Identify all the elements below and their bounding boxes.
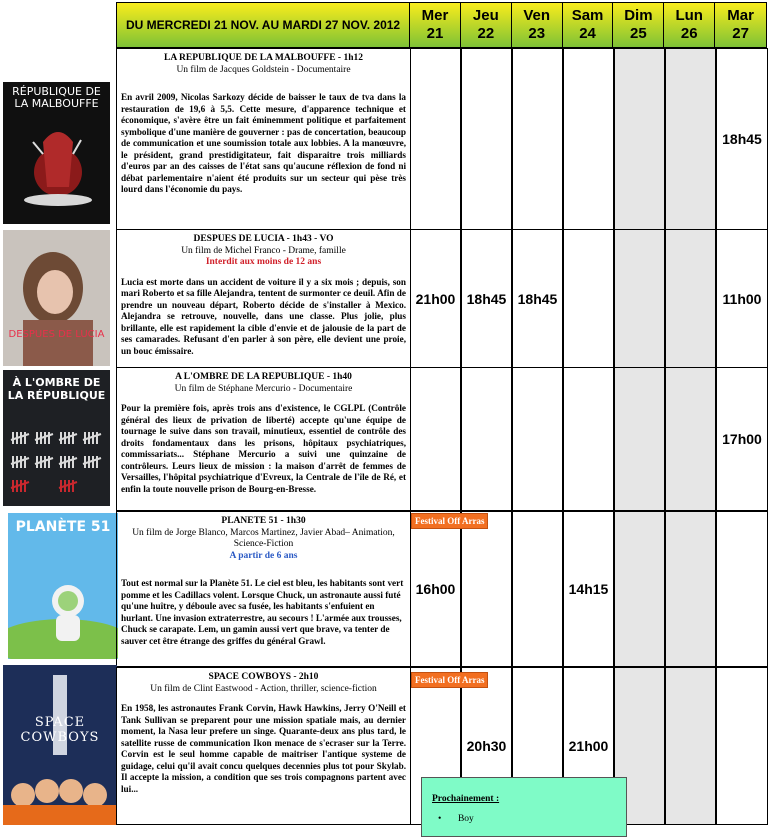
poster-space-cowboys [3, 665, 117, 825]
poster-title: À L'OMBRE DE LA RÉPUBLIQUE [7, 376, 106, 402]
day-name: Sam [571, 7, 604, 24]
showtime-cell [461, 511, 512, 667]
poster-ombre-republique [3, 370, 110, 506]
day-name: Lun [675, 7, 703, 24]
day-name: Mer [421, 7, 449, 24]
film-subtitle: Un film de Jorge Blanco, Marcos Martinez, Javier Abad– Animation, Science-Fiction [132, 527, 395, 549]
film-synopsis: Lucia est morte dans un accident de voiture il y a six mois ; depuis, son mari Roberto et sa fille Alejandra, tentent de surmonter ce deuil. Afin de prendre un nouveau départ, Roberto décide de s'installer à Mexico. Alejandra se retrouve, nouvelle, dans une classe. Plus jolie, plus brillante, elle est rapidement la cible d'envie et de jalousie de la part de ses camarades. Refusant d'en parler à son père, elle devient une proie, un bouc émissaire. [121, 276, 406, 356]
film-synopsis: En 1958, les astronautes Frank Corvin, Hawk Hawkins, Jerry O'Neill et Tank Sullivan se preparent pour une mission spatiale mais, au dernier moment, la Nasa leur prefere un singe. Quarante-deux ans plus tard, le satellite russe de communication Ikon menace de s'ecraser sur la Terre. Corvin est le seul homme capable de maitriser l'antique systeme de guidage, celui qu'il avait concu quelques decennies plus tot pour Skylab. Il accepte la mission, a condition que ses trois compagnons partent avec lui... [121, 703, 406, 794]
film-card-space-cowboys [116, 667, 411, 825]
showtime-cell [563, 48, 614, 230]
showtime-cell [614, 229, 665, 368]
day-tue [715, 3, 766, 47]
showtime-cell [410, 48, 461, 230]
film-card-malbouffe [116, 48, 411, 230]
showtime-cell: 16h00 [410, 511, 461, 667]
festival-badge: Festival Off Arras [411, 672, 488, 688]
film-synopsis: Pour la première fois, après trois ans d'existence, le CGLPL (Contrôle général des lieux de privation de liberté) accepte qu'une équipe de tournage le suive dans son travail, minutieux, essentiel de contrôle des droits fondamentaux dans les prisons, hôpitaux psychiatriques, commissariats... Stéphane Mercurio a suivi une quinzaine de contrôleurs. Leurs lieux de mission : la maison d'arrêt de femmes de Versailles, l'hôpital psychiatrique d'Evreux, la Centrale de l'île de Ré, et enfin la toute nouvelle prison de Bourg-en-Bresse. [121, 403, 406, 494]
showtime-cell: 21h00 [410, 229, 461, 368]
day-number: 26 [680, 25, 698, 42]
showtime-cell: 18h45 [512, 229, 563, 368]
film-subtitle: Un film de Stéphane Mercurio - Documentaire [174, 383, 353, 394]
showtime-cell [716, 667, 768, 825]
day-number: 27 [732, 25, 749, 42]
showtime-cell: 11h00 [716, 229, 768, 368]
showtime-cell [512, 511, 563, 667]
showtime-cell [461, 48, 512, 230]
showtime-cell: 20h30 [461, 667, 512, 825]
showtime-cell: 17h00 [716, 367, 768, 511]
day-sat [563, 3, 614, 47]
day-number: 24 [579, 25, 596, 42]
film-subtitle: Un film de Michel Franco - Drame, famille [181, 245, 346, 256]
showtime-cell [614, 511, 665, 667]
day-name: Ven [523, 7, 551, 24]
day-name: Dim [624, 7, 653, 24]
day-sun [613, 3, 664, 47]
poster-title: SPACE COWBOYS [20, 715, 100, 745]
prochainement-title: Boy [457, 814, 474, 824]
showtime-cell: 18h45 [461, 229, 512, 368]
film-subtitle: Un film de Jacques Goldstein - Documentaire [176, 64, 351, 75]
poster-despues-de-lucia [3, 230, 110, 366]
prochainement-label: Prochainement : [432, 794, 500, 804]
film-card-despues-de-lucia [116, 229, 411, 368]
showtime-cell [512, 367, 563, 511]
poster-malbouffe [3, 82, 110, 224]
showtime-cell [614, 367, 665, 511]
day-number: 23 [528, 25, 546, 42]
poster-art [3, 665, 117, 825]
poster-title: PLANÈTE 51 [15, 519, 111, 535]
festival-badge: Festival Off Arras [411, 513, 488, 529]
day-number: 25 [630, 25, 647, 42]
film-card-planete-51 [116, 511, 411, 667]
film-title: PLANETE 51 - 1h30 [221, 516, 306, 526]
showtime-cell [665, 511, 716, 667]
day-number: 21 [426, 25, 444, 42]
showtime-cell [461, 367, 512, 511]
day-thu [461, 3, 512, 47]
film-title: A L'OMBRE DE LA REPUBLIQUE - 1h40 [175, 372, 352, 382]
period-title: DU MERCREDI 21 NOV. AU MARDI 27 NOV. 2012 [117, 3, 410, 47]
showtime-cell [665, 367, 716, 511]
poster-title: DESPUES DE LUCIA [8, 329, 105, 340]
prochainement-item: • Boy [438, 814, 474, 824]
film-card-ombre-republique [116, 367, 411, 511]
film-title: LA REPUBLIQUE DE LA MALBOUFFE - 1h12 [164, 53, 363, 63]
film-title: SPACE COWBOYS - 2h10 [208, 672, 319, 682]
day-number: 22 [477, 25, 495, 42]
day-name: Jeu [472, 7, 499, 24]
showtime-cell: 18h45 [716, 48, 768, 230]
showtime-cell [563, 229, 614, 368]
showtime-cell [410, 367, 461, 511]
showtime-cell [563, 367, 614, 511]
showtime-cell: 14h15 [563, 511, 614, 667]
poster-title: RÉPUBLIQUE DE LA MALBOUFFE [12, 85, 101, 110]
showtime-cell [716, 511, 768, 667]
poster-art [3, 230, 110, 366]
showtime-cell [665, 48, 716, 230]
showtime-cell [665, 229, 716, 368]
film-synopsis: Tout est normal sur la Planète 51. Le ciel est bleu, les habitants sont vert pomme et les Cadillacs volent. Lorsque Chuck, un astronaute aussi futé qu'une huître, y déboule avec sa fusée, les habitants s'enfuient en hurlant. Une invasion extraterrestre, au secours ! L'armée aux trousses, Chuck se carapate. Lem, un gamin aussi vert que brave, va tenter de sauver cet être étrange des griffes du général Grawl. [121, 578, 404, 646]
prochainement-box [421, 777, 627, 837]
day-fri [512, 3, 563, 47]
showtime-cell [512, 48, 563, 230]
day-name: Mar [727, 7, 754, 24]
showtime-cell [665, 667, 716, 825]
showtime-cell [614, 48, 665, 230]
poster-planete-51 [8, 513, 118, 659]
day-mon [664, 3, 715, 47]
age-recommendation: A partir de 6 ans [229, 550, 298, 561]
day-wed [410, 3, 461, 47]
film-subtitle: Un film de Clint Eastwood - Action, thriller, science-fiction [150, 683, 377, 694]
film-synopsis: En avril 2009, Nicolas Sarkozy décide de baisser le taux de tva dans la restauration de 19,6 à 5,5. Cette mesure, d'apparence technique et économique, s'avère être un fait éminemment politique et parfaitement symbolique d'une manière de gouverner : pas de concertation, beaucoup de communication et une soumission totale aux lobbies. A la manœuvre, le président, grand prestidigitateur, fait disparaitre trois milliards d'euros par an des caisses de l'état sans qu'aucune réflexion de fond ni débat parlementaire n'aient été produits sur un secteur qui pèse très lourd dans l'économie du pays. [121, 92, 406, 194]
schedule-header [116, 2, 767, 48]
showtime-cell: 21h00 [563, 667, 614, 825]
film-title: DESPUES DE LUCIA - 1h43 - VO [193, 234, 334, 244]
age-restriction: Interdit aux moins de 12 ans [205, 257, 322, 267]
